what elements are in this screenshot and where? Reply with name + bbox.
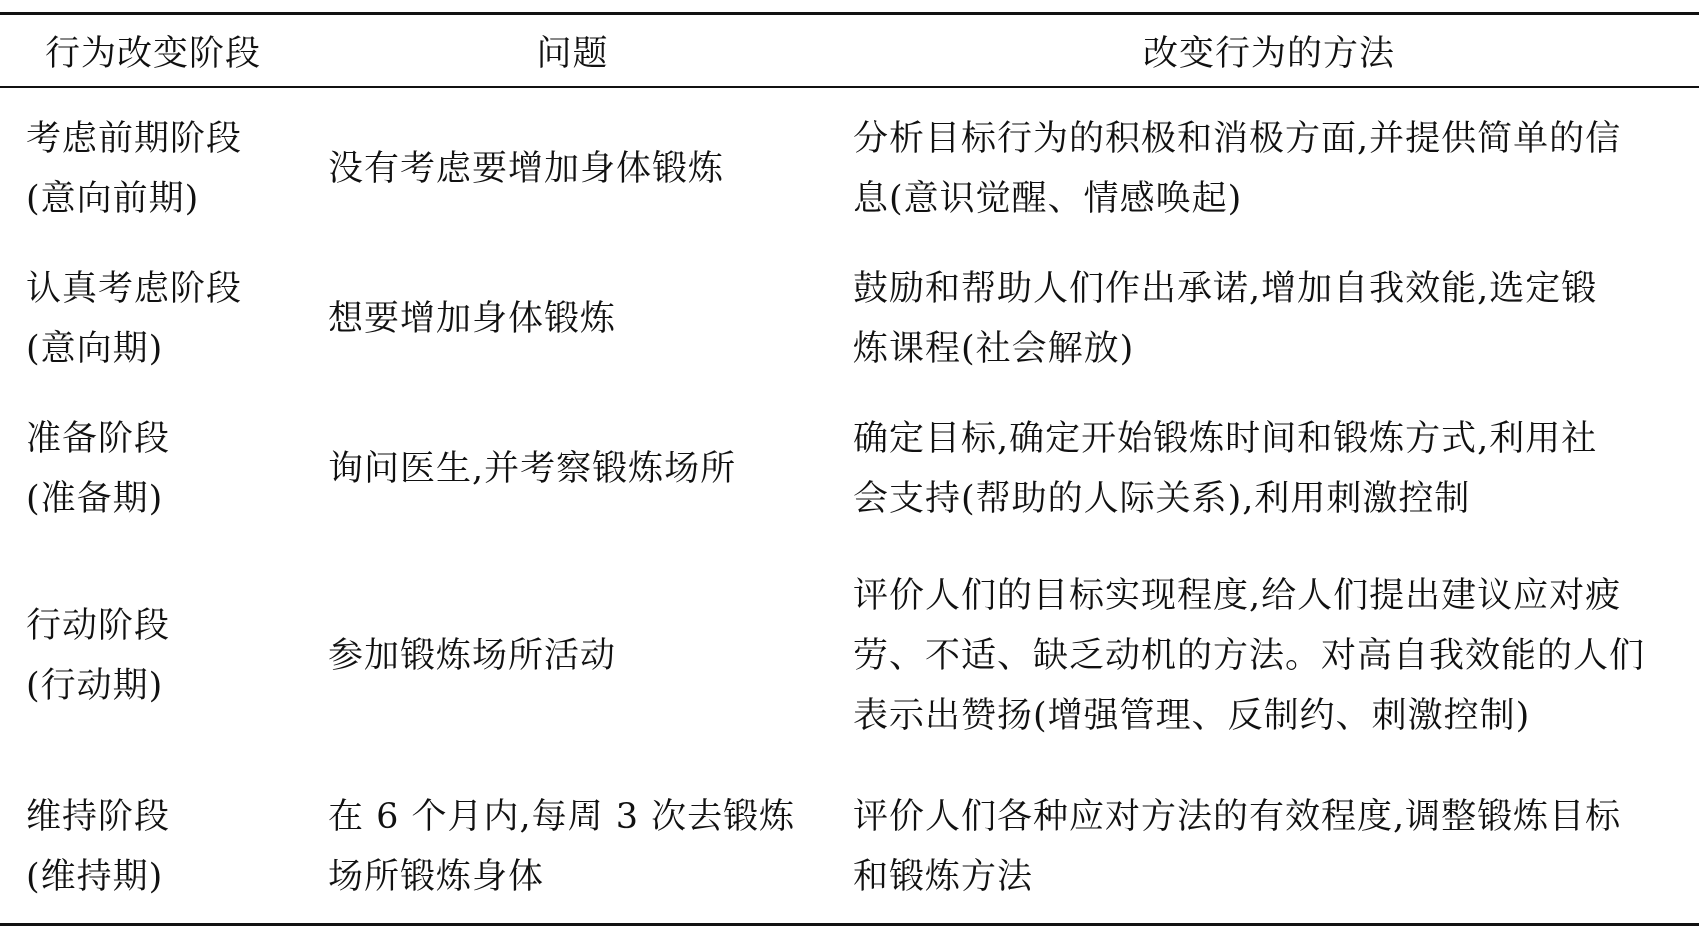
table-header (0, 15, 1699, 86)
row-method: 确定目标,确定开始锻炼时间和锻炼方式,利用社 会支持(帮助的人际关系),利用刺激控制 (853, 419, 1598, 519)
row-stage: 准备阶段 (准备期) (26, 419, 171, 519)
table-row (0, 100, 1699, 238)
row-problem: 参加锻炼场所活动 (328, 636, 617, 676)
row-method: 评价人们的目标实现程度,给人们提出建议应对疲 劳、不适、缺乏动机的方法。对高自我效能的人们 表示出赞扬(增强管理、反制约、刺激控制) (853, 576, 1646, 736)
row-problem: 询问医生,并考察锻炼场所 (328, 449, 737, 489)
row-stage: 认真考虑阶段 (意向期) (26, 269, 243, 369)
header-stage: 行为改变阶段 (44, 33, 261, 74)
row-stage: 维持阶段 (维持期) (26, 797, 171, 897)
row-method: 鼓励和帮助人们作出承诺,增加自我效能,选定锻 炼课程(社会解放) (853, 269, 1598, 369)
bottom-rule (0, 923, 1699, 926)
header-method: 改变行为的方法 (1142, 33, 1395, 74)
row-stage: 考虑前期阶段 (意向前期) (26, 119, 243, 219)
row-method: 分析目标行为的积极和消极方面,并提供简单的信 息(意识觉醒、情感唤起) (853, 119, 1622, 219)
header-rule (0, 86, 1699, 88)
row-problem: 在 6 个月内,每周 3 次去锻炼 场所锻炼身体 (328, 797, 796, 897)
table-row (0, 778, 1699, 916)
row-problem: 想要增加身体锻炼 (328, 299, 617, 339)
table-row (0, 250, 1699, 388)
table-row (0, 400, 1699, 538)
row-method: 评价人们各种应对方法的有效程度,调整锻炼目标 和锻炼方法 (853, 797, 1622, 897)
table-row (0, 560, 1699, 752)
header-problem: 问题 (536, 33, 609, 74)
row-stage: 行动阶段 (行动期) (26, 606, 171, 706)
row-problem: 没有考虑要增加身体锻炼 (328, 149, 725, 189)
